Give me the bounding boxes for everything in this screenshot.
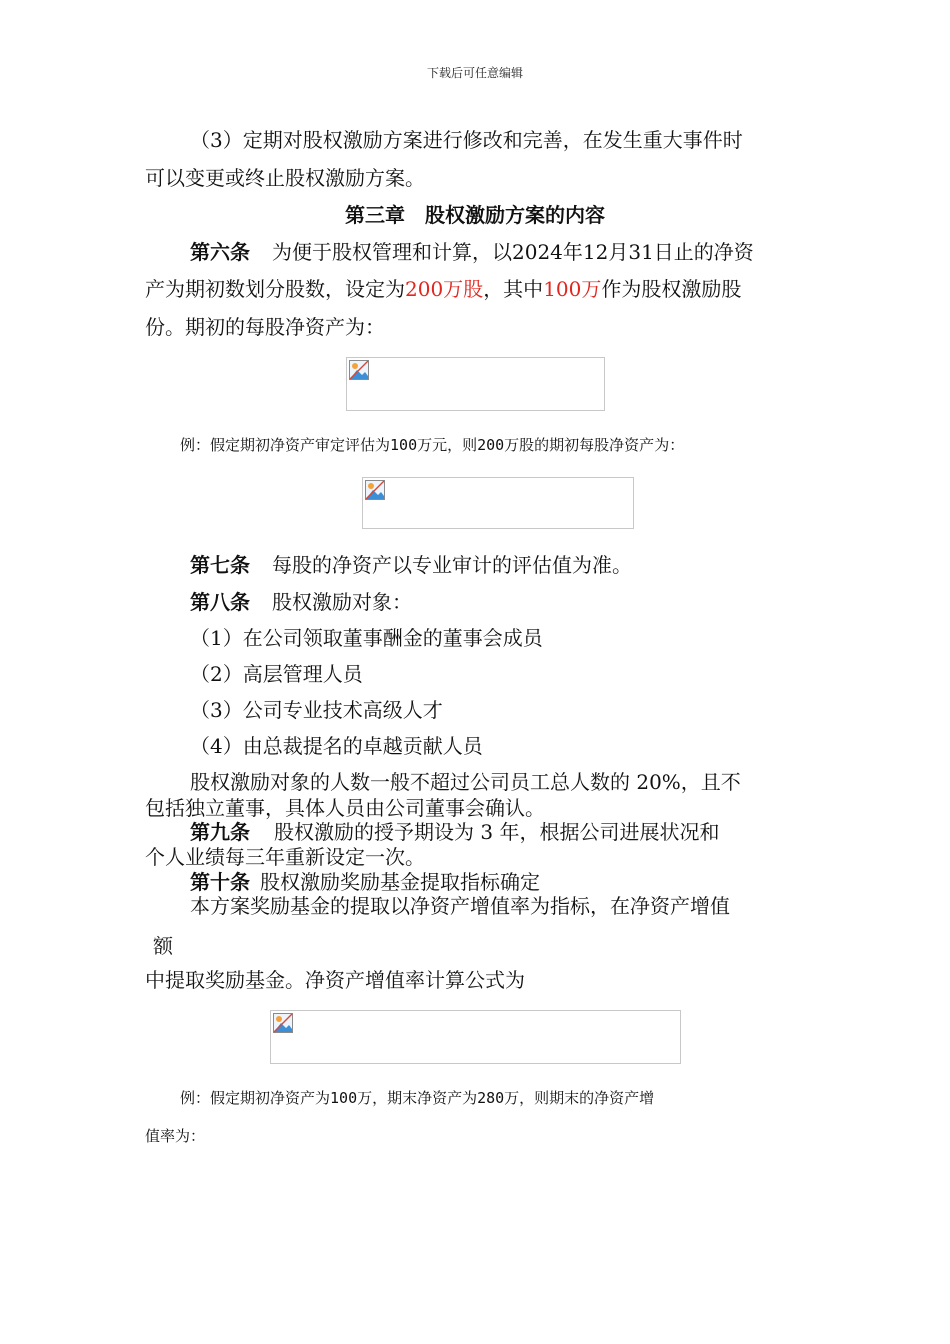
- article-9-text: 股权激励的授予期设为 3 年，根据公司进展状况和: [274, 820, 720, 844]
- article-10-text: 股权激励奖励基金提取指标确定: [260, 870, 540, 894]
- example-1: 例：假定期初净资产审定评估为100万元，则200万股的期初每股净资产为：: [180, 436, 685, 454]
- article-10-line1: 本方案奖励基金的提取以净资产增值率为指标，在净资产增值: [190, 894, 730, 918]
- article-6-line3: 份。期初的每股净资产为：: [145, 315, 385, 339]
- article-7-label: 第七条: [190, 553, 250, 577]
- article-8-label: 第八条: [190, 590, 250, 614]
- chapter-title: 第三章 股权激励方案的内容: [345, 203, 605, 227]
- article-6-label: 第六条: [190, 240, 250, 264]
- highlight-shares: 200万股: [405, 277, 484, 301]
- broken-image-icon: [365, 480, 385, 500]
- article-6-text: 为便于股权管理和计算，以2024年12月31日止的净资: [272, 240, 754, 264]
- formula-image-3: [270, 1010, 681, 1064]
- article-6-text-b: ，其中: [483, 277, 544, 301]
- article-6-text-a: 产为期初数划分股数，设定为: [145, 277, 405, 301]
- list-item: （4）由总裁提名的卓越贡献人员: [190, 734, 483, 758]
- article-10-label: 第十条: [190, 870, 250, 894]
- formula-image-1: [346, 357, 605, 411]
- broken-image-icon: [349, 360, 369, 380]
- article-6-line1: [190, 236, 754, 265]
- para-3-line2: 可以变更或终止股权激励方案。: [145, 166, 425, 190]
- article-9-label: 第九条: [190, 820, 250, 844]
- article-7-text: 每股的净资产以专业审计的评估值为准。: [272, 553, 632, 577]
- article-8-text: 股权激励对象：: [272, 590, 412, 614]
- page-header-note: 下载后可任意编辑: [426, 66, 523, 80]
- broken-image-icon: [273, 1013, 293, 1033]
- article-9-line2: 个人业绩每三年重新设定一次。: [145, 845, 425, 869]
- article-10-line3: 中提取奖励基金。净资产增值率计算公式为: [145, 968, 525, 992]
- scope-line1: 股权激励对象的人数一般不超过公司员工总人数的 20%，且不: [190, 770, 741, 794]
- article-7: [190, 549, 632, 578]
- para-3-line1: （3）定期对股权激励方案进行修改和完善，在发生重大事件时: [190, 128, 743, 152]
- example-2-line1: 例：假定期初净资产为100万，期末净资产为280万，则期末的净资产增: [180, 1089, 655, 1107]
- scope-line2: 包括独立董事，具体人员由公司董事会确认。: [145, 796, 545, 820]
- list-item: （3）公司专业技术高级人才: [190, 698, 443, 722]
- formula-image-2: [362, 477, 634, 529]
- article-8: [190, 586, 412, 615]
- example-2-line2: 值率为：: [145, 1127, 206, 1145]
- article-6-text-c: 作为股权激励股: [601, 277, 742, 301]
- list-item: （1）在公司领取董事酬金的董事会成员: [190, 626, 543, 650]
- article-10-line2: 额: [153, 934, 173, 958]
- list-item: （2）高层管理人员: [190, 662, 363, 686]
- article-6-line2: [145, 273, 741, 302]
- highlight-incentive-shares: 100万: [543, 277, 602, 301]
